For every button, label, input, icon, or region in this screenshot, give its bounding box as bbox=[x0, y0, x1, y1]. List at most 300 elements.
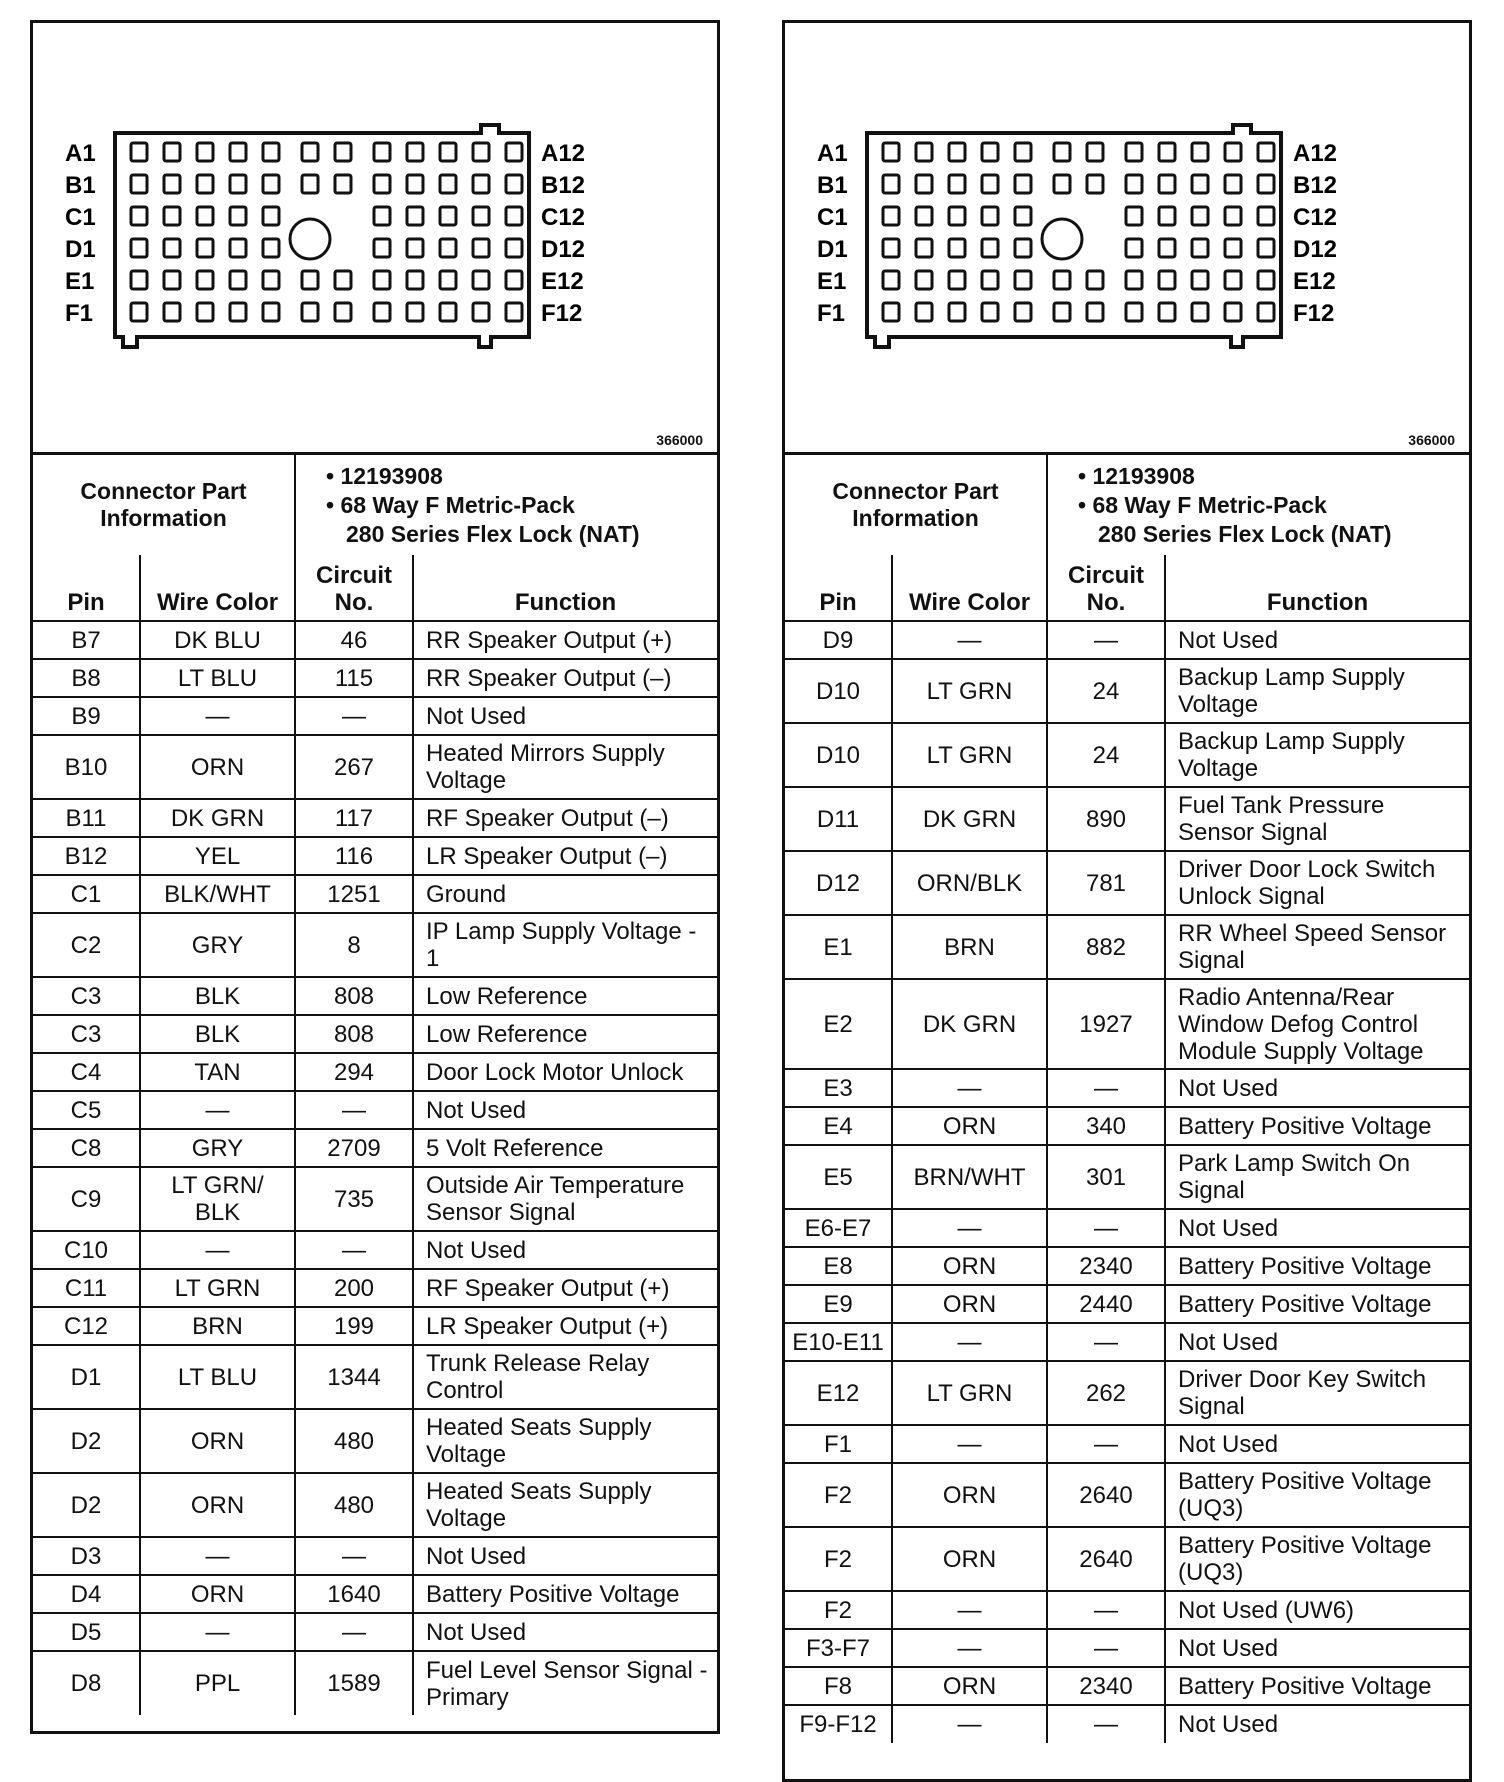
wire-color-cell: BLK bbox=[140, 977, 295, 1015]
pin-cell: D2 bbox=[33, 1409, 140, 1473]
connector-housing bbox=[867, 125, 1281, 347]
function-cell: Heated Seats Supply Voltage bbox=[413, 1409, 717, 1473]
wire-color-cell: GRY bbox=[140, 1129, 295, 1167]
pin-cavity bbox=[335, 271, 351, 289]
row-label-left: B1 bbox=[65, 172, 96, 199]
pin-cavity bbox=[440, 207, 456, 225]
table-row bbox=[33, 1015, 717, 1053]
function-cell: Outside Air Temperature Sensor Signal bbox=[413, 1167, 717, 1231]
pin-cavity bbox=[883, 207, 899, 225]
pin-cavity bbox=[1087, 303, 1103, 321]
wire-color-cell: ORN/BLK bbox=[892, 851, 1047, 915]
function-cell: Not Used bbox=[1165, 1069, 1469, 1107]
pin-cavity bbox=[1087, 175, 1103, 193]
pin-cavity bbox=[197, 207, 213, 225]
pin-cavity bbox=[1159, 271, 1175, 289]
pin-cavity bbox=[1258, 207, 1274, 225]
circuit-cell: — bbox=[295, 697, 413, 735]
pin-cavity bbox=[197, 143, 213, 161]
pin-cavity bbox=[916, 239, 932, 257]
function-cell: Fuel Level Sensor Signal - Primary bbox=[413, 1651, 717, 1715]
pin-cell: E6-E7 bbox=[785, 1209, 892, 1247]
pin-cavity bbox=[407, 143, 423, 161]
row-label-right: D12 bbox=[541, 236, 586, 263]
row-label-right: A12 bbox=[541, 140, 586, 167]
table-row bbox=[785, 1667, 1469, 1705]
pin-cavity bbox=[473, 303, 489, 321]
function-cell: RR Speaker Output (+) bbox=[413, 621, 717, 659]
table-row bbox=[33, 799, 717, 837]
wire-color-cell: — bbox=[140, 1537, 295, 1575]
circuit-cell: 808 bbox=[295, 977, 413, 1015]
function-cell: Not Used bbox=[413, 1613, 717, 1651]
pin-cavity bbox=[506, 143, 522, 161]
row-label-right: F12 bbox=[1293, 300, 1335, 327]
row-label-left: D1 bbox=[817, 236, 848, 263]
pin-cavity bbox=[374, 271, 390, 289]
pin-cell: B7 bbox=[33, 621, 140, 659]
wire-color-cell: — bbox=[892, 1425, 1047, 1463]
pin-cell: E5 bbox=[785, 1145, 892, 1209]
connector-key-circle bbox=[1042, 219, 1082, 259]
pin-cavity bbox=[440, 271, 456, 289]
wire-color-cell: ORN bbox=[892, 1285, 1047, 1323]
pin-cavity bbox=[982, 303, 998, 321]
pin-cell: F9-F12 bbox=[785, 1705, 892, 1743]
circuit-cell: 2340 bbox=[1047, 1667, 1165, 1705]
pinout-header-row bbox=[785, 555, 1469, 621]
pin-cell: E4 bbox=[785, 1107, 892, 1145]
pin-cell: C9 bbox=[33, 1167, 140, 1231]
table-row bbox=[33, 1167, 717, 1231]
pin-cavity bbox=[1159, 175, 1175, 193]
wire-color-cell: BRN/WHT bbox=[892, 1145, 1047, 1209]
circuit-cell: 1589 bbox=[295, 1651, 413, 1715]
pin-cavity bbox=[1192, 143, 1208, 161]
pin-cavity bbox=[949, 303, 965, 321]
table-row bbox=[785, 1069, 1469, 1107]
table-row bbox=[785, 1591, 1469, 1629]
pin-cavity bbox=[1087, 143, 1103, 161]
circuit-cell: 24 bbox=[1047, 723, 1165, 787]
pin-cavity bbox=[883, 271, 899, 289]
circuit-cell: 2640 bbox=[1047, 1527, 1165, 1591]
circuit-cell: 24 bbox=[1047, 659, 1165, 723]
table-row bbox=[33, 1473, 717, 1537]
pin-cavity bbox=[1054, 303, 1070, 321]
connector-face-drawing bbox=[33, 23, 717, 451]
table-row bbox=[33, 1307, 717, 1345]
pin-cavity bbox=[1126, 303, 1142, 321]
row-label-left: F1 bbox=[817, 300, 846, 327]
pin-cavity bbox=[982, 239, 998, 257]
row-label-right: B12 bbox=[541, 172, 586, 199]
function-cell: Heated Seats Supply Voltage bbox=[413, 1473, 717, 1537]
pin-cavity bbox=[883, 303, 899, 321]
table-row bbox=[33, 621, 717, 659]
row-label-right: D12 bbox=[1293, 236, 1338, 263]
pin-cell: C3 bbox=[33, 1015, 140, 1053]
function-cell: Not Used bbox=[1165, 1323, 1469, 1361]
pin-cavity bbox=[473, 239, 489, 257]
wire-color-cell: ORN bbox=[140, 735, 295, 799]
function-cell: RF Speaker Output (+) bbox=[413, 1269, 717, 1307]
pin-cell: F2 bbox=[785, 1463, 892, 1527]
wire-color-cell: ORN bbox=[140, 1473, 295, 1537]
pin-cavity bbox=[1258, 303, 1274, 321]
table-row bbox=[785, 851, 1469, 915]
pin-cell: E12 bbox=[785, 1361, 892, 1425]
connector-diagram bbox=[33, 23, 717, 455]
pin-cavity bbox=[1225, 239, 1241, 257]
pin-cavity bbox=[164, 303, 180, 321]
pin-cavity bbox=[949, 207, 965, 225]
pin-cavity bbox=[407, 207, 423, 225]
figure-id: 366000 bbox=[1408, 432, 1455, 448]
pin-cavity bbox=[949, 271, 965, 289]
pin-cell: C11 bbox=[33, 1269, 140, 1307]
pin-cell: D3 bbox=[33, 1537, 140, 1575]
pin-cavity bbox=[1159, 207, 1175, 225]
row-label-left: C1 bbox=[65, 204, 96, 231]
pin-cavity bbox=[982, 271, 998, 289]
wire-color-cell: ORN bbox=[892, 1107, 1047, 1145]
pin-cavity bbox=[263, 271, 279, 289]
connector-series: 280 Series Flex Lock (NAT) bbox=[1098, 520, 1392, 547]
row-label-right: E12 bbox=[1293, 268, 1336, 295]
pin-cavity bbox=[131, 175, 147, 193]
wire-color-cell: BRN bbox=[892, 915, 1047, 979]
table-row bbox=[785, 1323, 1469, 1361]
circuit-cell: — bbox=[1047, 1323, 1165, 1361]
pin-cavity bbox=[164, 175, 180, 193]
row-label-left: E1 bbox=[65, 268, 95, 295]
pin-cavity bbox=[1126, 239, 1142, 257]
pin-cavity bbox=[374, 143, 390, 161]
connector-info-table bbox=[33, 455, 717, 555]
pin-cavity bbox=[335, 175, 351, 193]
wire-color-cell: — bbox=[892, 621, 1047, 659]
wire-color-cell: ORN bbox=[892, 1667, 1047, 1705]
row-label-right: E12 bbox=[541, 268, 584, 295]
circuit-cell: 340 bbox=[1047, 1107, 1165, 1145]
pin-cavity bbox=[506, 271, 522, 289]
pin-cavity bbox=[949, 175, 965, 193]
function-cell: Heated Mirrors Supply Voltage bbox=[413, 735, 717, 799]
pin-cavity bbox=[197, 303, 213, 321]
row-label-left: A1 bbox=[817, 140, 848, 167]
circuit-cell: 1344 bbox=[295, 1345, 413, 1409]
pin-cavity bbox=[197, 239, 213, 257]
wire-color-cell: TAN bbox=[140, 1053, 295, 1091]
pin-cavity bbox=[230, 143, 246, 161]
pin-cavity bbox=[1192, 207, 1208, 225]
pin-cavity bbox=[916, 143, 932, 161]
pin-cavity bbox=[1015, 175, 1031, 193]
table-row bbox=[33, 977, 717, 1015]
circuit-cell: — bbox=[1047, 1591, 1165, 1629]
pin-cavity bbox=[407, 303, 423, 321]
pin-cavity bbox=[230, 207, 246, 225]
pin-cavity bbox=[164, 271, 180, 289]
table-row bbox=[33, 1651, 717, 1715]
function-cell: Low Reference bbox=[413, 977, 717, 1015]
wire-color-cell: ORN bbox=[892, 1527, 1047, 1591]
header-pin: Pin bbox=[33, 555, 140, 621]
pin-cavity bbox=[302, 303, 318, 321]
pin-cavity bbox=[407, 271, 423, 289]
header-circuit-no: Circuit No. bbox=[295, 555, 413, 621]
pin-cavity bbox=[982, 175, 998, 193]
table-row bbox=[785, 659, 1469, 723]
pin-cell: B11 bbox=[33, 799, 140, 837]
pin-cavity bbox=[1015, 143, 1031, 161]
pin-cavity bbox=[440, 239, 456, 257]
pin-cell: F2 bbox=[785, 1527, 892, 1591]
pin-cell: D10 bbox=[785, 659, 892, 723]
pin-cavity bbox=[374, 175, 390, 193]
function-cell: Not Used bbox=[1165, 1425, 1469, 1463]
function-cell: IP Lamp Supply Voltage - 1 bbox=[413, 913, 717, 977]
wire-color-cell: BLK bbox=[140, 1015, 295, 1053]
pin-cavity bbox=[263, 303, 279, 321]
row-label-right: A12 bbox=[1293, 140, 1338, 167]
function-cell: Battery Positive Voltage (UQ3) bbox=[1165, 1527, 1469, 1591]
wire-color-cell: LT GRN bbox=[892, 1361, 1047, 1425]
function-cell: 5 Volt Reference bbox=[413, 1129, 717, 1167]
pin-cell: D1 bbox=[33, 1345, 140, 1409]
pin-cavity bbox=[1054, 175, 1070, 193]
pin-cavity bbox=[230, 175, 246, 193]
circuit-cell: 262 bbox=[1047, 1361, 1165, 1425]
circuit-cell: 781 bbox=[1047, 851, 1165, 915]
pin-cavity bbox=[1015, 239, 1031, 257]
wire-color-cell: ORN bbox=[140, 1575, 295, 1613]
wire-color-cell: ORN bbox=[892, 1463, 1047, 1527]
circuit-cell: — bbox=[1047, 1425, 1165, 1463]
connector-face-drawing bbox=[785, 23, 1469, 451]
connector-info-table bbox=[785, 455, 1469, 555]
function-cell: Not Used bbox=[413, 697, 717, 735]
pin-cavity bbox=[506, 239, 522, 257]
function-cell: Park Lamp Switch On Signal bbox=[1165, 1145, 1469, 1209]
header-circuit-no: Circuit No. bbox=[1047, 555, 1165, 621]
circuit-cell: 1640 bbox=[295, 1575, 413, 1613]
pin-cavity bbox=[1159, 303, 1175, 321]
circuit-cell: 200 bbox=[295, 1269, 413, 1307]
pin-cavity bbox=[982, 207, 998, 225]
pin-cavity bbox=[197, 271, 213, 289]
table-row bbox=[785, 1285, 1469, 1323]
pin-cavity bbox=[302, 271, 318, 289]
wire-color-cell: YEL bbox=[140, 837, 295, 875]
wire-color-cell: — bbox=[892, 1629, 1047, 1667]
function-cell: Low Reference bbox=[413, 1015, 717, 1053]
pin-cell: C2 bbox=[33, 913, 140, 977]
connector-panel-left bbox=[30, 20, 720, 1734]
table-row bbox=[785, 1247, 1469, 1285]
circuit-cell: — bbox=[1047, 1069, 1165, 1107]
header-function: Function bbox=[413, 555, 717, 621]
circuit-cell: 890 bbox=[1047, 787, 1165, 851]
pin-cavity bbox=[1159, 239, 1175, 257]
pin-cell: F2 bbox=[785, 1591, 892, 1629]
wire-color-cell: ORN bbox=[892, 1247, 1047, 1285]
function-cell: LR Speaker Output (+) bbox=[413, 1307, 717, 1345]
pin-cell: E2 bbox=[785, 979, 892, 1069]
pin-cavity bbox=[916, 207, 932, 225]
circuit-cell: 294 bbox=[295, 1053, 413, 1091]
table-row bbox=[785, 915, 1469, 979]
part-number: • 12193908 bbox=[1078, 462, 1195, 489]
function-cell: Not Used bbox=[413, 1091, 717, 1129]
pin-cavity bbox=[1225, 271, 1241, 289]
pin-cavity bbox=[374, 207, 390, 225]
pin-cavity bbox=[1087, 271, 1103, 289]
connector-part-info bbox=[295, 455, 717, 555]
circuit-cell: 480 bbox=[295, 1473, 413, 1537]
table-row bbox=[33, 837, 717, 875]
table-row bbox=[33, 1091, 717, 1129]
pin-cavity bbox=[949, 239, 965, 257]
connector-series: 280 Series Flex Lock (NAT) bbox=[346, 520, 640, 547]
pin-cavity bbox=[263, 239, 279, 257]
pin-cell: F1 bbox=[785, 1425, 892, 1463]
connector-part-info-label: Connector Part Information bbox=[785, 455, 1047, 555]
circuit-cell: — bbox=[295, 1091, 413, 1129]
pin-cavity bbox=[883, 143, 899, 161]
connector-diagram bbox=[785, 23, 1469, 455]
pin-cavity bbox=[1225, 303, 1241, 321]
circuit-cell: 2440 bbox=[1047, 1285, 1165, 1323]
pin-cell: E1 bbox=[785, 915, 892, 979]
pin-cavity bbox=[131, 303, 147, 321]
function-cell: Backup Lamp Supply Voltage bbox=[1165, 723, 1469, 787]
table-row bbox=[785, 1527, 1469, 1591]
pin-cavity bbox=[1258, 175, 1274, 193]
pin-cell: D12 bbox=[785, 851, 892, 915]
pin-cavity bbox=[916, 175, 932, 193]
pin-cavity bbox=[506, 175, 522, 193]
pin-cavity bbox=[335, 143, 351, 161]
table-row bbox=[785, 1425, 1469, 1463]
table-row bbox=[785, 1107, 1469, 1145]
pin-cell: D2 bbox=[33, 1473, 140, 1537]
pin-cavity bbox=[506, 303, 522, 321]
pin-cavity bbox=[263, 175, 279, 193]
pin-cavity bbox=[1192, 239, 1208, 257]
pin-cavity bbox=[407, 239, 423, 257]
table-row bbox=[785, 1361, 1469, 1425]
function-cell: Battery Positive Voltage bbox=[1165, 1247, 1469, 1285]
function-cell: Driver Door Lock Switch Unlock Signal bbox=[1165, 851, 1469, 915]
wire-color-cell: — bbox=[140, 1091, 295, 1129]
table-row bbox=[33, 735, 717, 799]
function-cell: LR Speaker Output (–) bbox=[413, 837, 717, 875]
wire-color-cell: DK GRN bbox=[892, 979, 1047, 1069]
wire-color-cell: DK GRN bbox=[892, 787, 1047, 851]
row-label-right: C12 bbox=[541, 204, 586, 231]
wire-color-cell: — bbox=[892, 1591, 1047, 1629]
function-cell: Radio Antenna/Rear Window Defog Control Module Supply Voltage bbox=[1165, 979, 1469, 1069]
table-row bbox=[33, 1129, 717, 1167]
circuit-cell: 1927 bbox=[1047, 979, 1165, 1069]
circuit-cell: 480 bbox=[295, 1409, 413, 1473]
circuit-cell: — bbox=[1047, 1705, 1165, 1743]
table-row bbox=[785, 1629, 1469, 1667]
row-label-left: F1 bbox=[65, 300, 94, 327]
pin-cavity bbox=[302, 143, 318, 161]
function-cell: Battery Positive Voltage bbox=[1165, 1285, 1469, 1323]
row-label-left: A1 bbox=[65, 140, 96, 167]
pin-cavity bbox=[1192, 175, 1208, 193]
pin-cell: D5 bbox=[33, 1613, 140, 1651]
circuit-cell: 115 bbox=[295, 659, 413, 697]
circuit-cell: 301 bbox=[1047, 1145, 1165, 1209]
pin-cell: F3-F7 bbox=[785, 1629, 892, 1667]
circuit-cell: — bbox=[1047, 621, 1165, 659]
circuit-cell: 735 bbox=[295, 1167, 413, 1231]
function-cell: Battery Positive Voltage bbox=[1165, 1107, 1469, 1145]
pin-cavity bbox=[1192, 271, 1208, 289]
circuit-cell: 46 bbox=[295, 621, 413, 659]
pin-cavity bbox=[916, 271, 932, 289]
pin-cavity bbox=[473, 175, 489, 193]
function-cell: RF Speaker Output (–) bbox=[413, 799, 717, 837]
function-cell: Not Used bbox=[413, 1231, 717, 1269]
pin-cavity bbox=[916, 303, 932, 321]
connector-part-info bbox=[1047, 455, 1469, 555]
circuit-cell: 199 bbox=[295, 1307, 413, 1345]
connector-type: • 68 Way F Metric-Pack bbox=[1078, 491, 1327, 518]
pin-cavity bbox=[230, 239, 246, 257]
circuit-cell: 1251 bbox=[295, 875, 413, 913]
connector-key-circle bbox=[290, 219, 330, 259]
table-row bbox=[785, 1463, 1469, 1527]
wire-color-cell: — bbox=[140, 1231, 295, 1269]
function-cell: Backup Lamp Supply Voltage bbox=[1165, 659, 1469, 723]
wire-color-cell: LT GRN bbox=[140, 1269, 295, 1307]
connector-panel-right bbox=[782, 20, 1472, 1782]
table-row bbox=[785, 1145, 1469, 1209]
table-row bbox=[33, 1269, 717, 1307]
pin-cavity bbox=[473, 207, 489, 225]
circuit-cell: 882 bbox=[1047, 915, 1165, 979]
row-label-right: B12 bbox=[1293, 172, 1338, 199]
pin-cell: B12 bbox=[33, 837, 140, 875]
function-cell: Driver Door Key Switch Signal bbox=[1165, 1361, 1469, 1425]
pin-cavity bbox=[1225, 143, 1241, 161]
wire-color-cell: DK GRN bbox=[140, 799, 295, 837]
header-wire-color: Wire Color bbox=[892, 555, 1047, 621]
connector-part-info-label: Connector Part Information bbox=[33, 455, 295, 555]
pin-cavity bbox=[1258, 239, 1274, 257]
function-cell: Not Used bbox=[413, 1537, 717, 1575]
pin-cell: D4 bbox=[33, 1575, 140, 1613]
pin-cell: D8 bbox=[33, 1651, 140, 1715]
pin-cavity bbox=[1015, 303, 1031, 321]
pinout-table bbox=[33, 555, 717, 1715]
row-label-right: C12 bbox=[1293, 204, 1338, 231]
pinout-table bbox=[785, 555, 1469, 1743]
wire-color-cell: LT GRN bbox=[892, 659, 1047, 723]
pin-cavity bbox=[883, 175, 899, 193]
pin-cavity bbox=[440, 175, 456, 193]
wire-color-cell: BLK/WHT bbox=[140, 875, 295, 913]
pin-cavity bbox=[1225, 207, 1241, 225]
wire-color-cell: — bbox=[892, 1323, 1047, 1361]
table-row bbox=[33, 1537, 717, 1575]
